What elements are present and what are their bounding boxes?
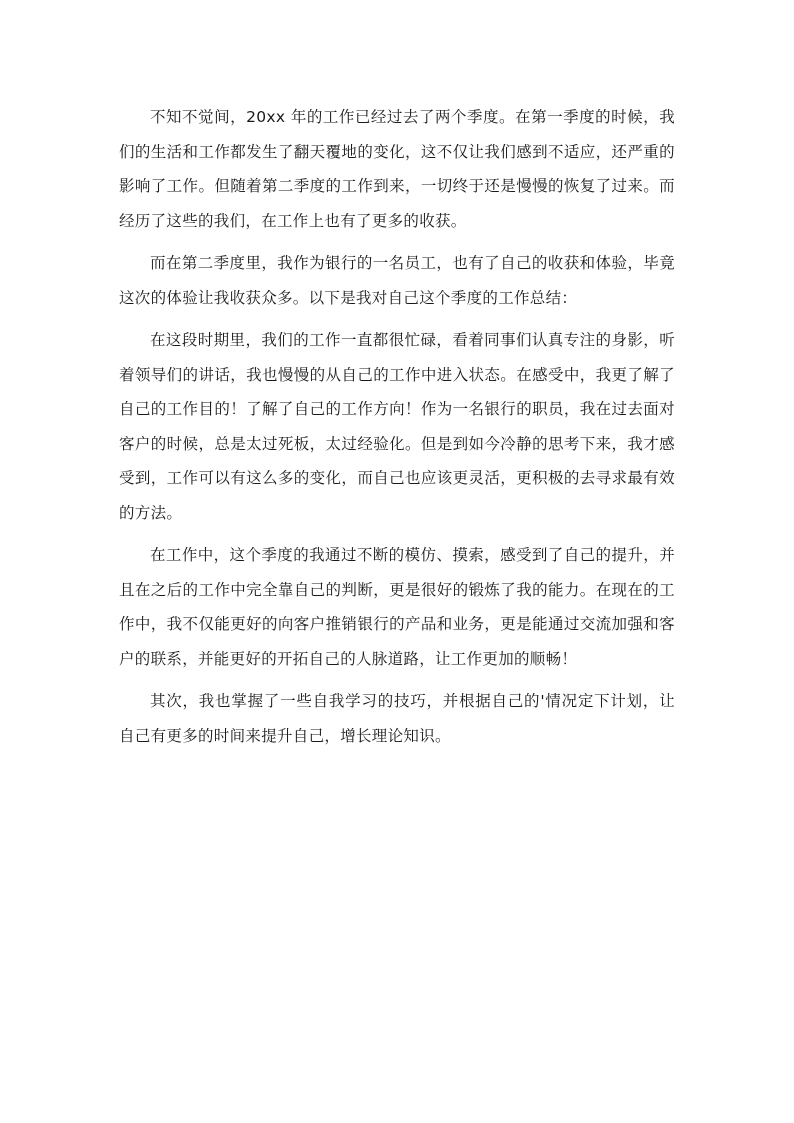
paragraph-2: 而在第二季度里，我作为银行的一名员工，也有了自己的收获和体验，毕竟这次的体验让我收获众多。以下是我对自己这个季度的工作总结： bbox=[119, 254, 675, 307]
document-page bbox=[119, 100, 675, 753]
paragraph-5: 其次，我也掌握了一些自我学习的技巧，并根据自己的'情况定下计划，让自己有更多的时间来提升自己，增长理论知识。 bbox=[119, 692, 675, 745]
paragraph-3: 在这段时期里，我们的工作一直都很忙碌，看着同事们认真专注的身影，听着领导们的讲话，我也慢慢的从自己的工作中进入状态。在感受中，我更了解了自己的工作目的！了解了自己的工作方向！作为一名银行的职员，我在过去面对客户的时候，总是太过死板，太过经验化。但是到如今冷静的思考下来，我才感受到，工作可以有这么多的变化，而自己也应该更灵活，更积极的去寻求最有效的方法。 bbox=[119, 331, 675, 522]
paragraph-4: 在工作中，这个季度的我通过不断的模仿、摸索，感受到了自己的提升，并且在之后的工作中完全靠自己的判断，更是很好的锻炼了我的能力。在现在的工作中，我不仅能更好的向客户推销银行的产品和业务，更是能通过交流加强和客户的联系，并能更好的开拓自己的人脉道路，让工作更加的顺畅！ bbox=[119, 546, 675, 668]
paragraph-1: 不知不觉间，20xx 年的工作已经过去了两个季度。在第一季度的时候，我们的生活和工作都发生了翻天覆地的变化，这不仅让我们感到不适应，还严重的影响了工作。但随着第二季度的工作到来，一切终于还是慢慢的恢复了过来。而经历了这些的我们，在工作上也有了更多的收获。 bbox=[119, 108, 675, 230]
